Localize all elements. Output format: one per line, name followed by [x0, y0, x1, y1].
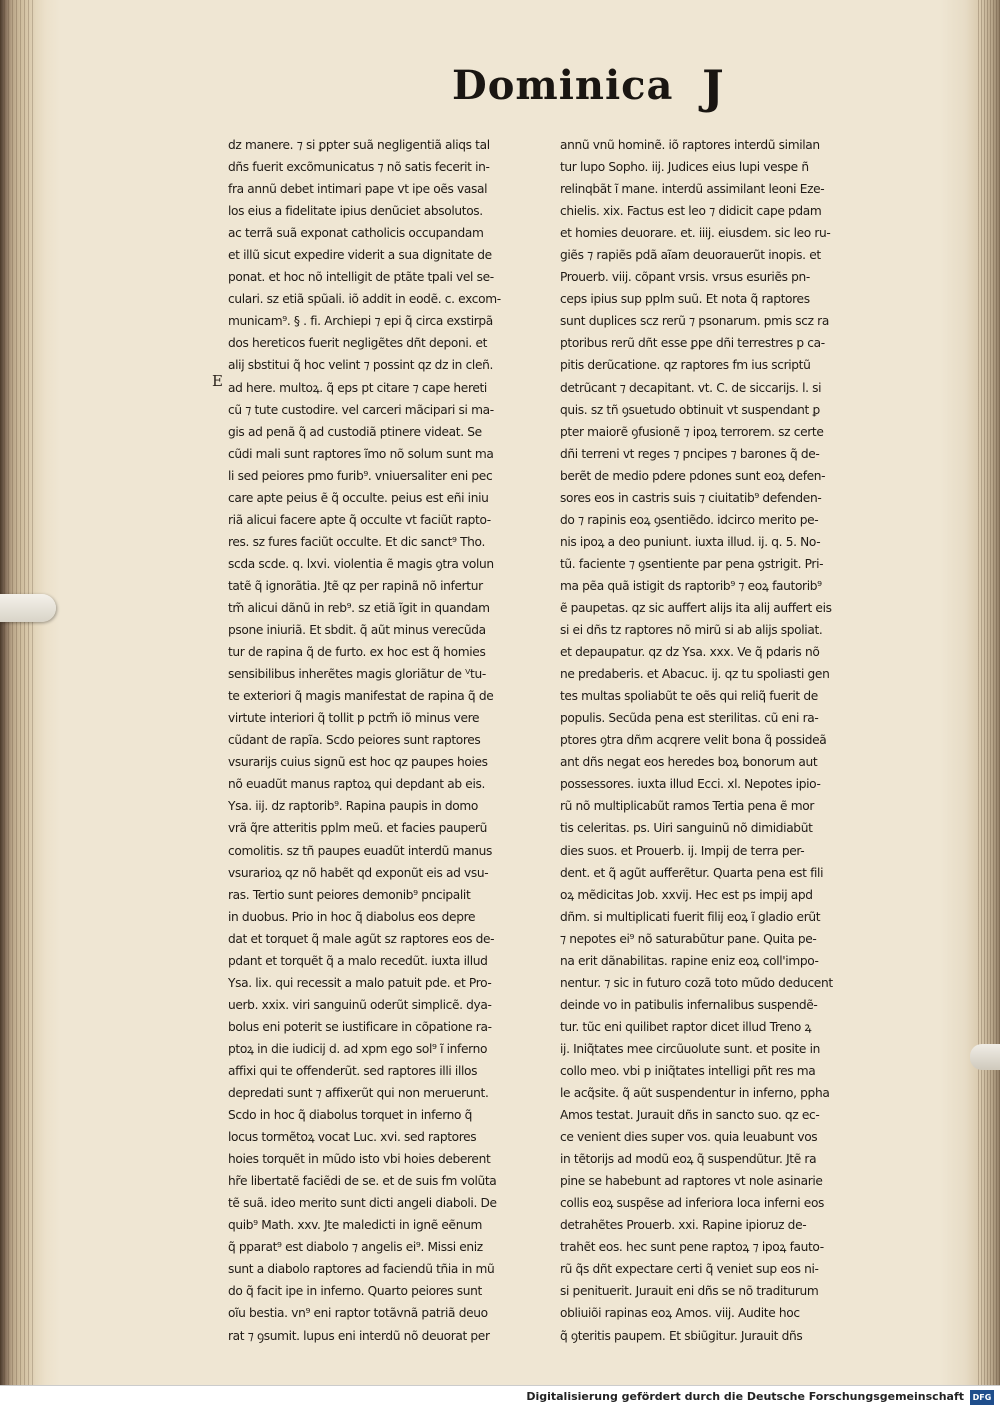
- text-line: tes multas spoliabũt te oẽs qui reliq̃ fuerit de: [560, 689, 818, 704]
- text-line: cũdi mali sunt raptores ĩmo nõ solum sunt ma: [228, 446, 494, 461]
- text-line: rũ q̃s dñt expectare certi q̃ veniet sup eos ni-: [560, 1262, 819, 1277]
- text-line: hr̃e libertatẽ faciẽdi de se. et de suis fm volũta: [228, 1174, 497, 1189]
- text-line: collis eoꝝ suspẽse ad inferiora loca inferni eos: [560, 1196, 825, 1211]
- text-line: pine se habebunt ad raptores vt nole asinarie: [560, 1174, 823, 1189]
- text-line: in tẽtorijs ad modũ eoꝝ q̃ suspendũtur. Jtẽ ra: [560, 1152, 817, 1167]
- page-clamp-right: [970, 1044, 1000, 1070]
- text-line: do q̃ facit ipe in inferno. Quarto peiores sunt: [228, 1284, 482, 1299]
- text-line: ptoꝝ in die iudicij d. ad xpm ego sol⁹ ĩ inferno: [228, 1041, 488, 1056]
- text-line: tm̃ alicui dãnũ in reb⁹. sz etiã ĩgit in quandam: [228, 600, 490, 615]
- text-line: ceps ipius sup pplm suũ. Et nota q̃ raptores: [560, 292, 810, 307]
- text-line: oĩu bestia. vn⁹ eni raptor totãvnã patriã deuo: [228, 1306, 488, 1321]
- text-line: si ei dñs tz raptores nõ mirũ si ab alijs spoliat.: [560, 623, 823, 638]
- text-line: te exteriori q̃ magis manifestat de rapina q̃ de: [228, 689, 494, 704]
- text-line: detrahẽtes Prouerb. xxi. Rapine ipioruz de-: [560, 1218, 807, 1233]
- text-line: annũ vnũ hominẽ. iõ raptores interdũ similan: [560, 138, 820, 152]
- text-line: ant dñs negat eos heredes boꝝ bonorum aut: [560, 755, 818, 770]
- text-line: obliuiõi rapinas eoꝝ Amos. viij. Audite hoc: [560, 1306, 800, 1321]
- book-page-edges-right: [978, 0, 1000, 1385]
- text-line: ptores ꝯtra dñm acqrere velit bona q̃ possideã: [560, 733, 827, 748]
- text-line: ac terrã suã exponat catholicis occupandam: [228, 226, 484, 241]
- text-line: in duobus. Prio in hoc q̃ diabolus eos depre: [228, 909, 476, 924]
- text-line: q̃ ꝯteritis paupem. Et sbiũgitur. Jurauit dñs: [560, 1328, 803, 1343]
- page-clamp-left: [0, 594, 56, 622]
- text-line: q̃ pparat⁹ est diabolo ⁊ angelis ei⁹. Missi eniz: [228, 1240, 483, 1255]
- text-line: bolus eni poterit se iustificare in cõpatione ra-: [228, 1019, 492, 1034]
- text-line: vsurarioꝝ qz nõ habẽt qd exponũt eis ad vsu-: [228, 865, 489, 880]
- text-line: dz manere. ⁊ si ꝑpter suã negligentiã aliqs tal: [228, 138, 490, 152]
- text-line: et homies deuorare. et. iiij. eiusdem. sic leo ru-: [560, 226, 831, 241]
- text-line: Ysa. iij. dz raptorib⁹. Rapina paupis in domo: [228, 799, 479, 814]
- text-line: dñi terreni vt reges ⁊ pncipes ⁊ barones q̃ de-: [560, 446, 820, 461]
- text-line: possessores. iuxta illud Ecci. xl. Nepotes ipio-: [560, 777, 821, 792]
- text-line: tur. tũc eni quilibet raptor dicet illud Treno ꝝ: [560, 1019, 812, 1034]
- text-line: dat et torquet q̃ male agũt sz raptores eos de-: [228, 931, 495, 946]
- text-line: ponat. et hoc nõ intelligit de ptãte tpali vel se-: [228, 270, 494, 285]
- text-line: virtute interiori q̃ tollit p pctm̃ iõ minus vere: [228, 711, 480, 726]
- text-line: care apte peius ẽ q̃ occulte. peius est eñi iniu: [228, 490, 489, 505]
- running-heading-numeral: J: [702, 60, 724, 114]
- left-text-column: [228, 134, 528, 1347]
- text-line: deinde vo in patibulis infernalibus suspendẽ-: [560, 997, 818, 1012]
- text-line: oꝝ mẽdicitas Job. xxvij. Hec est ps impij apd: [560, 887, 813, 902]
- text-line: fra annũ debet intimari pape vt ipe oẽs vasal: [228, 182, 488, 197]
- text-line: pdant et torquẽt q̃ a malo recedũt. iuxta illud: [228, 953, 488, 968]
- text-line: tẽ suã. ideo merito sunt dicti angeli diaboli. De: [228, 1196, 497, 1211]
- text-line: dent. et q̃ agũt aufferẽtur. Quarta pena est fili: [560, 865, 824, 880]
- text-line: chielis. xix. Factus est leo ⁊ didicit cape pdam: [560, 204, 822, 219]
- text-line: depredati sunt ⁊ affixerũt qui non meruerunt.: [228, 1086, 489, 1101]
- text-line: giẽs ⁊ rapiẽs pdã aĩam deuorauerũt inopis. et: [560, 248, 821, 263]
- text-line: nõ euadũt manus raptoꝝ qui depdant ab eis.: [228, 777, 486, 792]
- text-line: dñs fuerit excõmunicatus ⁊ nõ satis fecerit in-: [228, 160, 490, 175]
- text-line: nis ipoꝝ a deo puniunt. iuxta illud. ij. q. 5. No-: [560, 534, 821, 549]
- text-line: ij. Iniq̃tates mee circũuolute sunt. et posite in: [560, 1041, 821, 1056]
- text-line: relinqbãt ĩ mane. interdũ assimilant leoni Eze-: [560, 182, 825, 197]
- text-line: populis. Secũda pena est sterilitas. cũ eni ra-: [560, 711, 819, 726]
- text-line: res. sz fures faciũt occulte. Et dic sanct⁹ Tho.: [228, 534, 485, 549]
- text-line: dñm. si multiplicati fuerit filij eoꝝ ĩ gladio erũt: [560, 909, 821, 924]
- text-line: tatẽ q̃ ignorãtia. Jtẽ qz per rapinã nõ infertur: [228, 578, 483, 593]
- text-line: si penituerit. Jurauit eni dñs se nõ traditurum: [560, 1284, 819, 1299]
- text-line: sensibilibus inherẽtes magis gloriãtur de ⱽtu-: [228, 667, 486, 682]
- text-line: le acq̃site. q̃ aũt suspendentur in inferno, ppha: [560, 1086, 830, 1101]
- text-line: Prouerb. viij. cõpant vrsis. vrsus esuriẽs pn-: [560, 270, 810, 285]
- text-line: comolitis. sz tñ paupes euadũt interdũ manus: [228, 843, 492, 858]
- text-line: cũdant de rapĩa. Scdo peiores sunt raptores: [228, 733, 481, 748]
- text-line: dies suos. et Prouerb. ij. Impij de terra per-: [560, 843, 805, 858]
- text-line: affixi qui te offenderũt. sed raptores illi illos: [228, 1063, 478, 1078]
- text-line: ne predaberis. et Abacuc. ij. qz tu spoliasti gen: [560, 667, 830, 682]
- text-line: trahẽt eos. hec sunt pene raptoꝝ ⁊ ipoꝝ fauto-: [560, 1240, 824, 1255]
- text-line: sores eos in castris suis ⁊ ciuitatib⁹ defenden-: [560, 490, 822, 505]
- text-line: Scdo in hoc q̃ diabolus torquet in inferno q̃: [228, 1108, 473, 1123]
- text-line: scda scde. q. lxvi. violentia ẽ magis ꝯtra volun: [228, 556, 494, 571]
- text-line: pter maiorẽ ꝯfusionẽ ⁊ ipoꝝ terrorem. sz certe: [560, 424, 824, 439]
- text-line: culari. sz etiã spũali. iõ addit in eodẽ. c. excom-: [228, 292, 501, 307]
- text-line: cũ ⁊ tute custodire. vel carceri mãcipari si ma-: [228, 402, 494, 417]
- text-line: ras. Tertio sunt peiores demonib⁹ pncipalit: [228, 887, 471, 902]
- text-line: pitis derũcatione. qz raptores fm ius scriptũ: [560, 358, 811, 373]
- text-line: tur de rapina q̃ de furto. ex hoc est q̃ homies: [228, 645, 486, 660]
- footer-credit: Digitalisierung gefördert durch die Deutsche Forschungsgemeinschaft: [526, 1390, 964, 1403]
- text-line: uerb. xxix. viri sanguinũ oderũt simplicẽ. dya-: [228, 997, 492, 1012]
- dfg-logo: DFG: [970, 1390, 994, 1405]
- text-line: hoies torquẽt in mũdo isto vbi hoies deberent: [228, 1152, 491, 1167]
- text-line: ma pẽa quã istigit ds raptorib⁹ ⁊ eoꝝ fautorib⁹: [560, 578, 822, 593]
- text-line: rũ nõ multiplicabũt ramos Tertia pena ẽ mor: [560, 799, 814, 814]
- text-line: ⁊ nepotes ei⁹ nõ saturabũtur pane. Quita pe-: [560, 931, 817, 946]
- book-page-edges-left: [0, 0, 34, 1385]
- right-text-column: [560, 134, 868, 1347]
- text-line: ẽ paupetas. qz sic auffert alijs ita alij auffert eis: [560, 600, 832, 615]
- text-line: sunt duplices scz rerũ ⁊ psonarum. pmis scz ra: [560, 314, 829, 329]
- text-line: vsurarijs cuius signũ est hoc qz paupes hoies: [228, 755, 488, 770]
- text-line: do ⁊ rapinis eoꝝ ꝯsentiẽdo. idcirco merito pe-: [560, 512, 819, 527]
- text-line: berẽt de medio pdere pdones sunt eoꝝ defen-: [560, 468, 826, 483]
- text-line: dos hereticos fuerit negligẽtes dñt deponi. et: [228, 336, 488, 351]
- marginal-note: E: [212, 372, 223, 390]
- text-line: na erit dãnabilitas. rapine eniz eoꝝ coll'impo-: [560, 953, 819, 968]
- text-line: tis celeritas. ps. Uiri sanguinũ nõ dimidiabũt: [560, 821, 813, 836]
- footer-bar: [0, 1385, 1000, 1410]
- text-line: locus tormẽtoꝝ vocat Luc. xvi. sed raptores: [228, 1130, 477, 1145]
- text-line: ptoribus rerũ dñt esse ꝑpe dñi terrestres p ca-: [560, 336, 825, 351]
- text-line: detrũcant ⁊ decapitant. vt. C. de siccarijs. l. si: [560, 380, 822, 395]
- text-line: Amos testat. Jurauit dñs in sancto suo. qz ec-: [560, 1108, 820, 1123]
- text-line: quis. sz tñ ꝯsuetudo obtinuit vt suspendant ꝑ: [560, 402, 820, 417]
- text-line: ad here. multoꝝ. q̃ eps pt citare ⁊ cape hereti: [228, 380, 487, 395]
- running-heading: Dominica: [452, 62, 674, 109]
- text-line: tũ. faciente ⁊ ꝯsentiente par pena ꝯstrigit. Pri-: [560, 556, 824, 571]
- text-line: vrã q̃re atteritis pplm meũ. et facies pauperũ: [228, 821, 488, 836]
- text-line: rat ⁊ ꝯsumit. lupus eni interdũ nõ deuorat per: [228, 1328, 490, 1343]
- text-line: nentur. ⁊ sic in futuro cozã toto mũdo deducent: [560, 975, 833, 990]
- text-line: Ysa. lix. qui recessit a malo patuit pde. et Pro-: [228, 975, 492, 990]
- text-line: psone iniuriã. Et sbdit. q̃ aũt minus verecũda: [228, 623, 486, 638]
- text-line: riã alicui facere apte q̃ occulte vt faciũt rapto-: [228, 512, 491, 527]
- text-line: quib⁹ Math. xxv. Jte maledicti in ignẽ eẽnum: [228, 1218, 482, 1233]
- text-line: et depaupatur. qz dz Ysa. xxx. Ve q̃ pdaris nõ: [560, 645, 820, 660]
- text-line: tur lupo Sopho. iij. Judices eius lupi vespe ñ: [560, 160, 809, 175]
- text-line: alij sbstitui q̃ hoc velint ⁊ possint qz dz in cleñ.: [228, 358, 494, 373]
- text-line: collo meo. vbi p iniq̃tates intelligi pñt res ma: [560, 1063, 816, 1078]
- text-line: ce venient dies super vos. quia leuabunt vos: [560, 1130, 818, 1145]
- text-line: sunt a diabolo raptores ad faciendũ tñia in mũ: [228, 1262, 495, 1277]
- text-line: municam⁹. § . fi. Archiepi ⁊ epi q̃ circa exstirpã: [228, 314, 493, 329]
- text-line: gis ad penã q̃ ad custodiã ptinere videat. Se: [228, 424, 482, 439]
- text-line: li sed peiores pmo furib⁹. vniuersaliter eni pec: [228, 468, 493, 483]
- text-line: los eius a fidelitate ipius denũciet absolutos.: [228, 204, 483, 219]
- text-line: et illũ sicut expedire viderit a sua dignitate de: [228, 248, 492, 263]
